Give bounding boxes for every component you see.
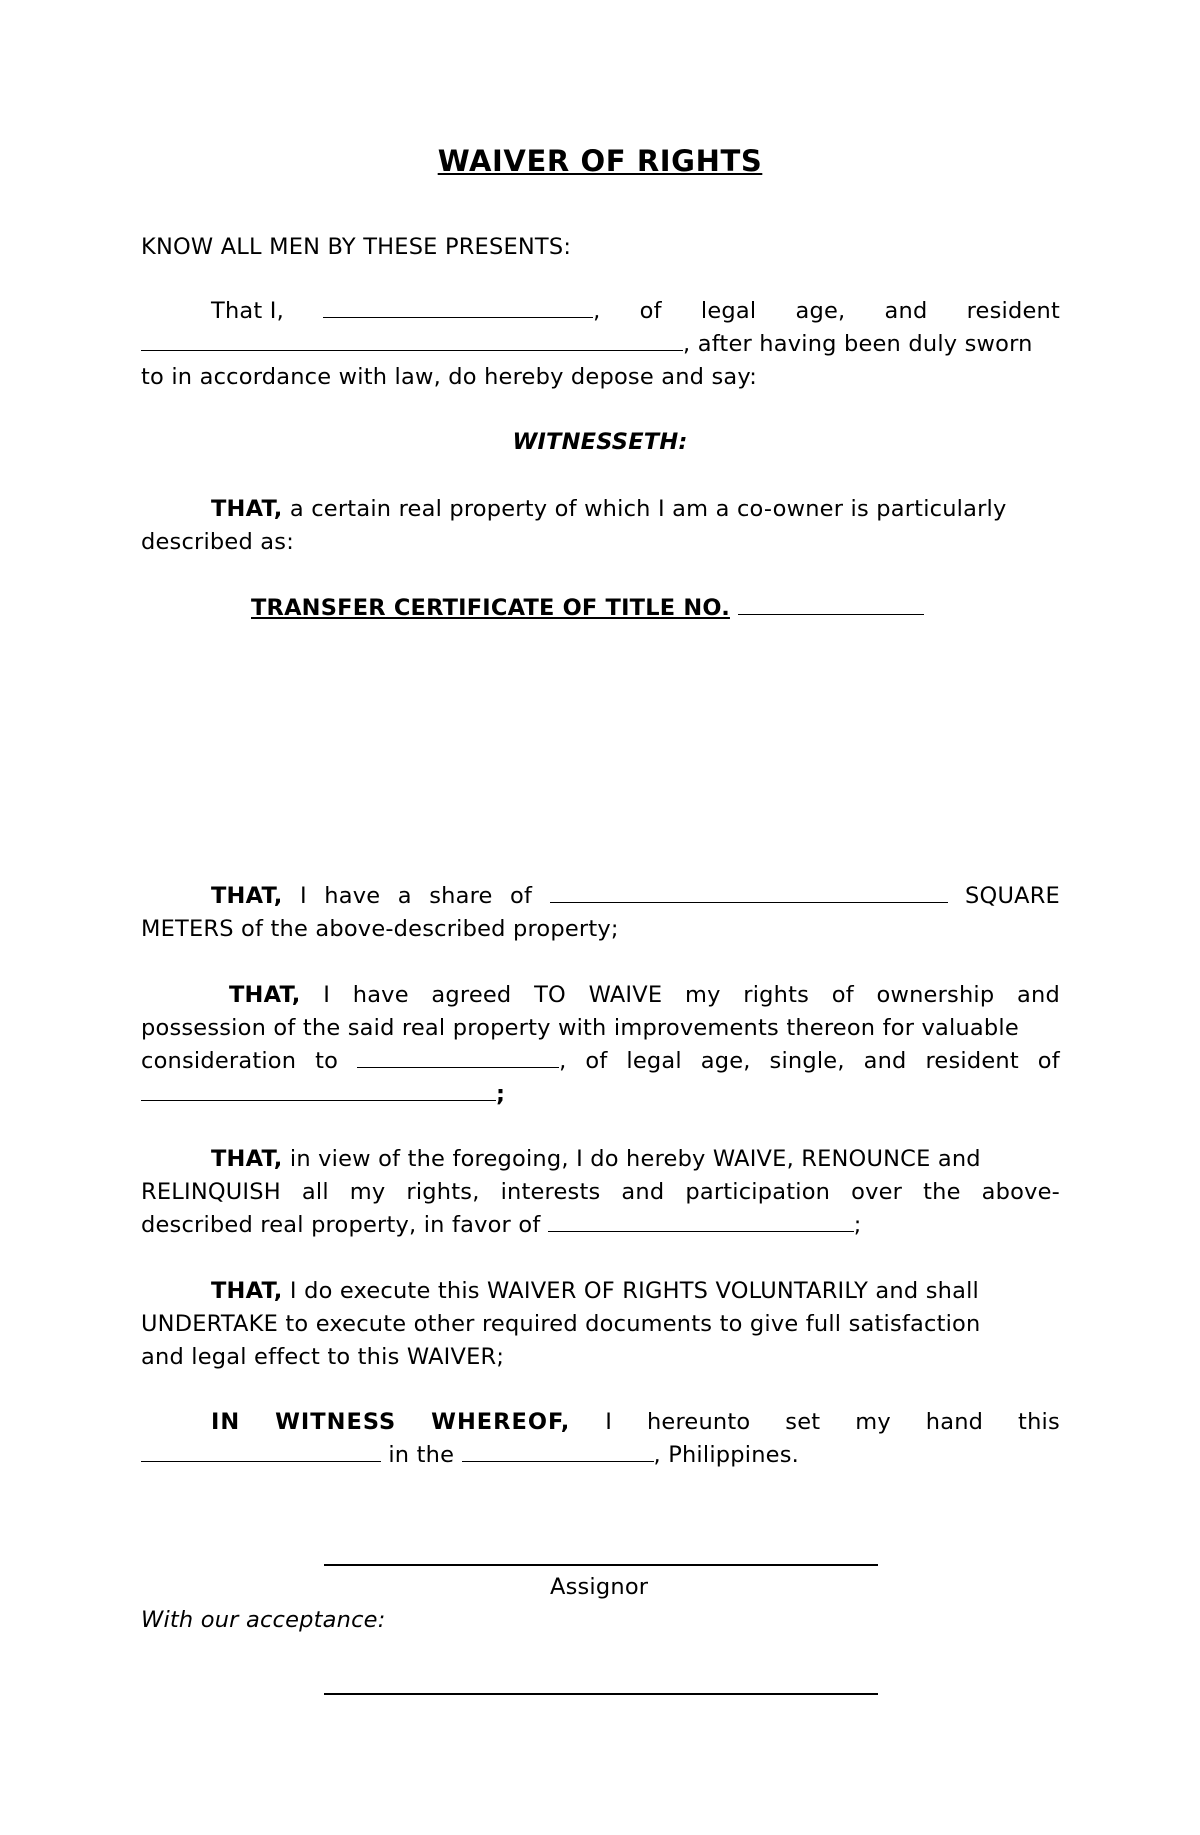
p1-word: of	[639, 298, 662, 324]
p1-word: and	[884, 298, 928, 324]
p1-line1	[211, 298, 1060, 324]
p6-line3: and legal effect to this WAIVER;	[141, 1344, 505, 1370]
assignor-label: Assignor	[550, 1574, 649, 1600]
p4-line4: ;	[141, 1081, 505, 1107]
p5-line1: THAT, in view of the foregoing, I do hereby WAIVE, RENOUNCE and	[211, 1146, 981, 1172]
p4-line3: consideration to , of legal age, single, and resident of	[141, 1048, 1060, 1074]
p3-line1: THAT, I have a share of SQUARE	[211, 883, 1060, 909]
acceptor-signature-line[interactable]	[324, 1693, 878, 1695]
assignee-residence-field[interactable]	[141, 1099, 496, 1101]
p1-word: legal	[700, 298, 757, 324]
p2-line2: described as:	[141, 529, 294, 555]
p4-line1: THAT, I have agreed TO WAIVE my rights of ownership and	[229, 982, 1060, 1008]
p1-that-i: That I,	[211, 298, 284, 324]
document-title: WAIVER OF RIGHTS	[437, 144, 763, 178]
p1-name-field[interactable]: ,	[323, 298, 600, 324]
favor-of-field[interactable]	[548, 1230, 854, 1232]
p5-line2: RELINQUISH all my rights, interests and participation over the above-	[141, 1179, 1060, 1205]
intro-line: KNOW ALL MEN BY THESE PRESENTS:	[141, 234, 572, 260]
residence-field[interactable]	[141, 349, 683, 351]
witnesseth-heading: WITNESSETH:	[512, 429, 688, 455]
assignee-name-field[interactable]: ,	[357, 1048, 566, 1074]
acceptance-label: With our acceptance:	[141, 1607, 386, 1633]
p6-line2: UNDERTAKE to execute other required documents to give full satisfaction	[141, 1311, 981, 1337]
p3-line2: METERS of the above-described property;	[141, 916, 619, 942]
p7-line1: IN WITNESS WHEREOF, I hereunto set my hand this	[211, 1409, 1060, 1435]
tct-heading: TRANSFER CERTIFICATE OF TITLE NO.	[251, 595, 924, 621]
p1-word: age,	[795, 298, 846, 324]
p5-line3: described real property, in favor of ;	[141, 1212, 862, 1238]
p2-line1: THAT, a certain real property of which I am a co-owner is particularly	[211, 496, 1007, 522]
share-sqm-field[interactable]	[550, 901, 948, 903]
p7-line2: in the , Philippines.	[141, 1442, 799, 1468]
assignor-signature-line[interactable]	[324, 1564, 878, 1566]
p1-line3: to in accordance with law, do hereby depose and say:	[141, 364, 758, 390]
p1-line2: , after having been duly sworn	[141, 331, 1033, 357]
tct-number-field[interactable]	[738, 613, 924, 615]
date-field[interactable]	[141, 1460, 381, 1462]
p1-word: resident	[966, 298, 1060, 324]
p6-line1: THAT, I do execute this WAIVER OF RIGHTS VOLUNTARILY and shall	[211, 1278, 979, 1304]
p4-line2: possession of the said real property with improvements thereon for valuable	[141, 1015, 1019, 1041]
place-field[interactable]	[462, 1460, 654, 1462]
